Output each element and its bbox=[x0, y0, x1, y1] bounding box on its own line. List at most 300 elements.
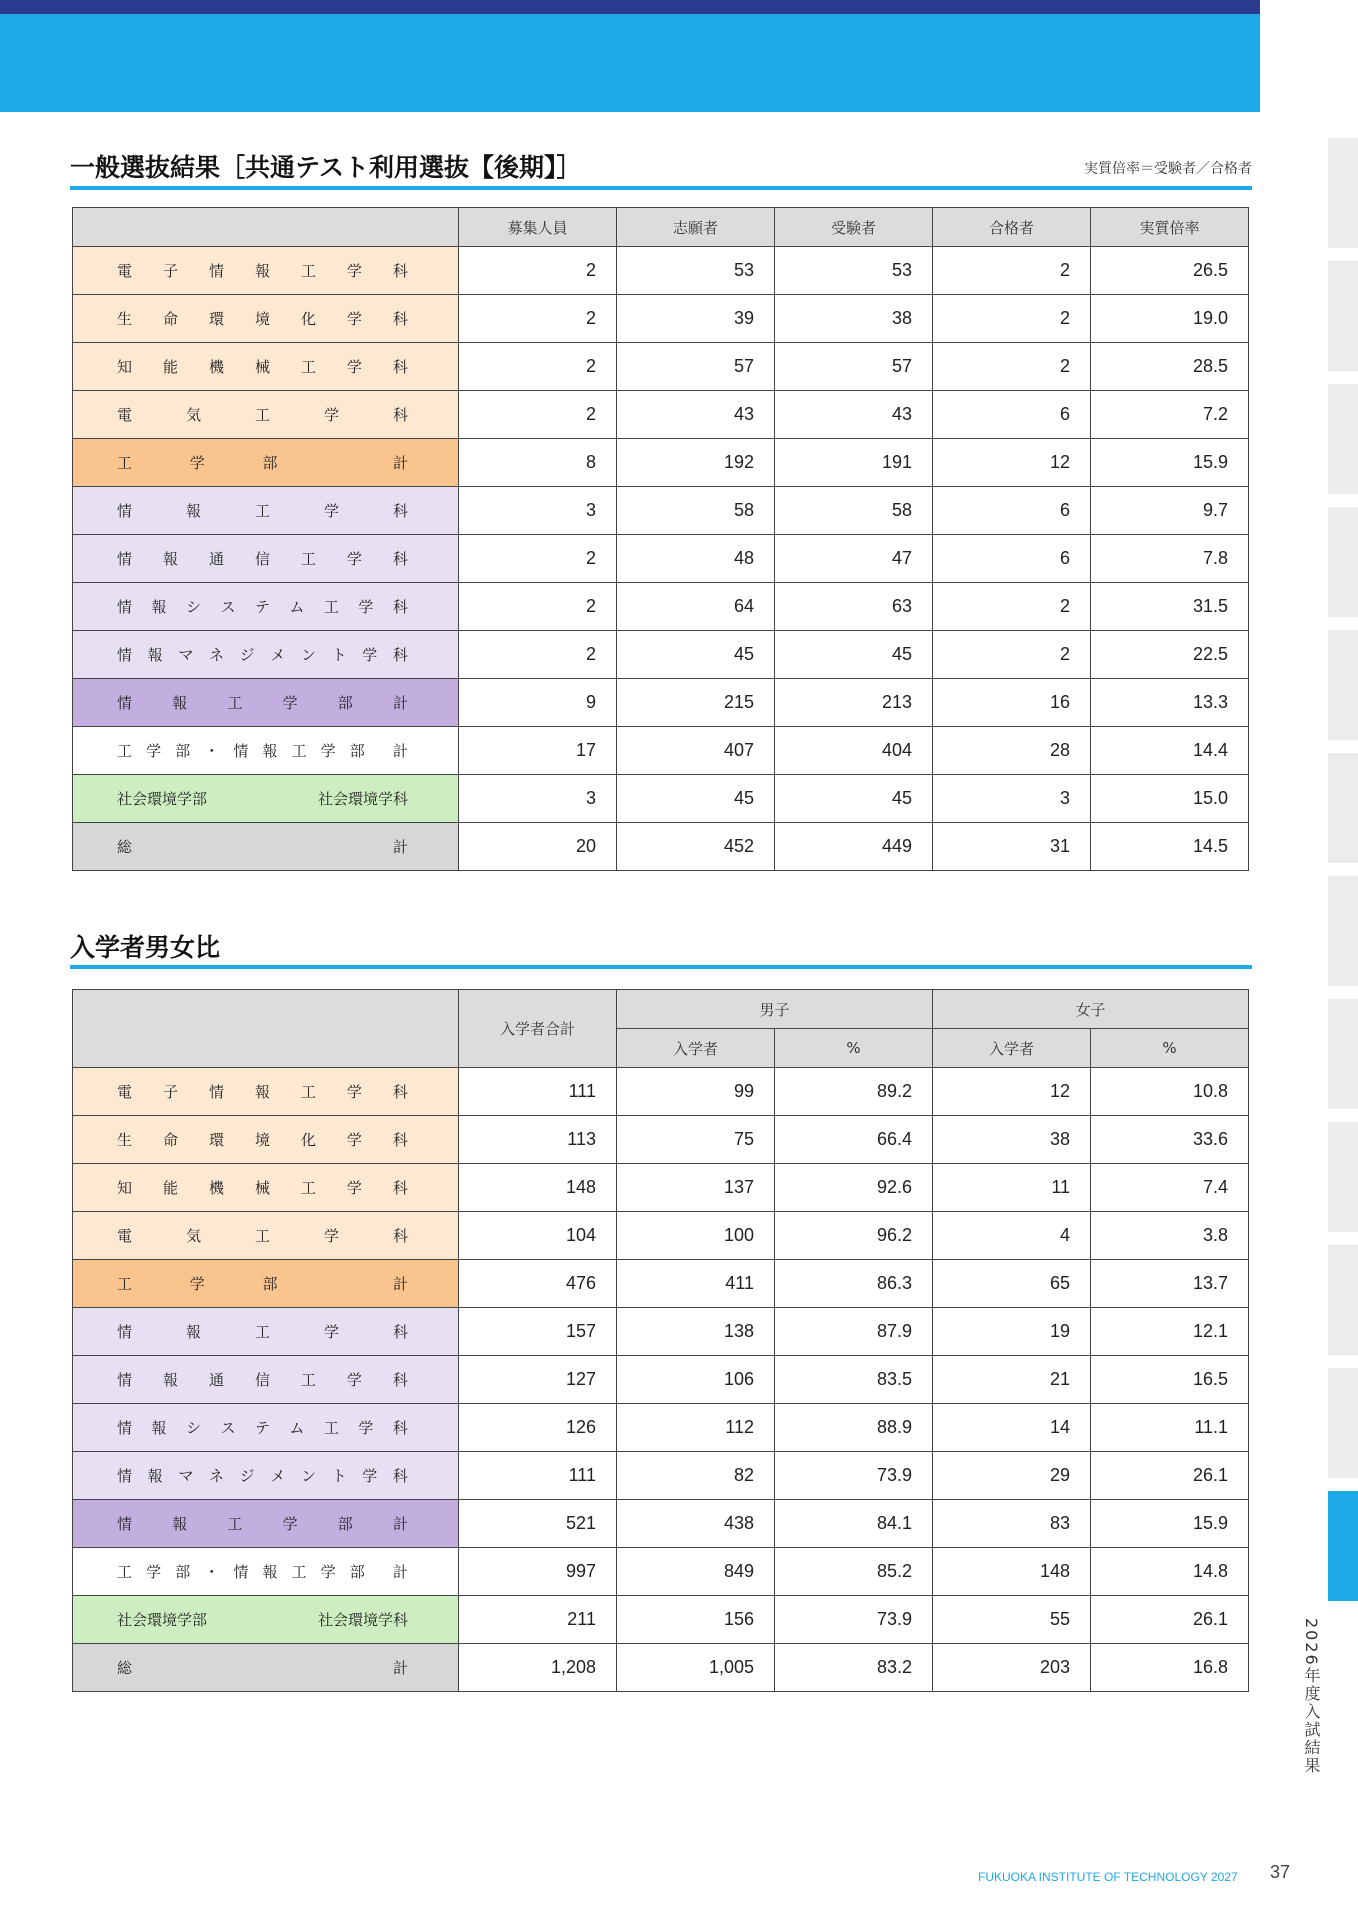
side-tab-active bbox=[1328, 1491, 1358, 1601]
value-cell: 2 bbox=[459, 247, 617, 295]
row-label-part: 計 bbox=[392, 742, 408, 760]
header-bar-dark bbox=[0, 0, 1260, 14]
value-cell: 7.2 bbox=[1091, 391, 1249, 439]
row-label-part: 情 bbox=[117, 550, 133, 568]
table-row bbox=[73, 727, 1249, 775]
row-label-part: 情 bbox=[117, 598, 133, 616]
row-label-part: 報 bbox=[162, 1371, 178, 1389]
row-label-part: 工 bbox=[227, 1515, 243, 1533]
value-cell: 2 bbox=[933, 583, 1091, 631]
row-label-part: 能 bbox=[162, 1179, 178, 1197]
value-cell: 86.3 bbox=[775, 1260, 933, 1308]
table-row bbox=[73, 1164, 1249, 1212]
row-label-part: 学 bbox=[146, 742, 162, 760]
value-cell: 2 bbox=[459, 391, 617, 439]
row-label-part: 機 bbox=[208, 1179, 224, 1197]
value-cell: 148 bbox=[459, 1164, 617, 1212]
row-label-part: 科 bbox=[392, 310, 408, 328]
row-label-part: メ bbox=[270, 646, 286, 664]
value-cell: 13.7 bbox=[1091, 1260, 1249, 1308]
row-label-part: 学 bbox=[189, 454, 205, 472]
row-label-part: 電 bbox=[117, 1227, 133, 1245]
row-label-part: 環 bbox=[208, 310, 224, 328]
value-cell: 7.8 bbox=[1091, 535, 1249, 583]
value-cell: 521 bbox=[459, 1500, 617, 1548]
value-cell: 83.2 bbox=[775, 1644, 933, 1692]
row-label-part: シ bbox=[185, 598, 201, 616]
value-cell: 83 bbox=[933, 1500, 1091, 1548]
value-cell: 26.1 bbox=[1091, 1452, 1249, 1500]
value-cell: 45 bbox=[775, 775, 933, 823]
value-cell: 16.5 bbox=[1091, 1356, 1249, 1404]
row-label-part: 報 bbox=[185, 502, 201, 520]
row-label-part: 学 bbox=[362, 646, 378, 664]
value-cell: 38 bbox=[933, 1116, 1091, 1164]
row-label-part: マ bbox=[178, 646, 194, 664]
value-cell: 14.4 bbox=[1091, 727, 1249, 775]
value-cell: 156 bbox=[617, 1596, 775, 1644]
header-female-pct: % bbox=[1091, 1029, 1249, 1068]
row-label-part: 情 bbox=[117, 1515, 133, 1533]
value-cell: 15.9 bbox=[1091, 439, 1249, 487]
value-cell: 28.5 bbox=[1091, 343, 1249, 391]
row-label-part: 情 bbox=[117, 1467, 133, 1485]
row-label-part: 工 bbox=[254, 1227, 270, 1245]
row-label-part: 学 bbox=[323, 1227, 339, 1245]
row-label-part: 情 bbox=[233, 742, 249, 760]
row-label-part: 学 bbox=[146, 1563, 162, 1581]
value-cell: 112 bbox=[617, 1404, 775, 1452]
row-label-part: 情 bbox=[208, 1083, 224, 1101]
row-label-part: 部 bbox=[337, 1515, 353, 1533]
row-label-part: 情 bbox=[117, 1371, 133, 1389]
row-label-part: 機 bbox=[208, 358, 224, 376]
row-label bbox=[73, 247, 459, 295]
table-row bbox=[73, 1452, 1249, 1500]
side-tab bbox=[1328, 1122, 1358, 1232]
row-label-part: ト bbox=[331, 646, 347, 664]
row-label-part: 情 bbox=[117, 502, 133, 520]
value-cell: 14 bbox=[933, 1404, 1091, 1452]
value-cell: 96.2 bbox=[775, 1212, 933, 1260]
value-cell: 48 bbox=[617, 535, 775, 583]
row-label bbox=[73, 487, 459, 535]
row-label-part: 工 bbox=[300, 1083, 316, 1101]
row-label-part: ・ bbox=[204, 742, 220, 760]
row-label-part: 工 bbox=[254, 1323, 270, 1341]
row-label-part: 学 bbox=[346, 550, 362, 568]
row-label-part: 学 bbox=[323, 502, 339, 520]
value-cell: 17 bbox=[459, 727, 617, 775]
value-cell: 14.8 bbox=[1091, 1548, 1249, 1596]
row-label-part: 子 bbox=[162, 262, 178, 280]
header-cell bbox=[73, 990, 459, 1068]
row-label-part: 計 bbox=[392, 694, 408, 712]
value-cell: 20 bbox=[459, 823, 617, 871]
value-cell: 2 bbox=[459, 343, 617, 391]
value-cell: 9 bbox=[459, 679, 617, 727]
value-cell: 137 bbox=[617, 1164, 775, 1212]
value-cell: 157 bbox=[459, 1308, 617, 1356]
value-cell: 11.1 bbox=[1091, 1404, 1249, 1452]
header-cell: 志願者 bbox=[617, 208, 775, 247]
value-cell: 83.5 bbox=[775, 1356, 933, 1404]
row-label-part: ン bbox=[300, 646, 316, 664]
value-cell: 29 bbox=[933, 1452, 1091, 1500]
value-cell: 997 bbox=[459, 1548, 617, 1596]
row-label bbox=[73, 439, 459, 487]
table-row bbox=[73, 391, 1249, 439]
value-cell: 2 bbox=[459, 583, 617, 631]
header-female: 女子 bbox=[933, 990, 1249, 1029]
row-label-part: 科 bbox=[392, 1131, 408, 1149]
row-label-part: 工 bbox=[117, 1275, 133, 1293]
row-label-part: 通 bbox=[208, 1371, 224, 1389]
header-cell: 実質倍率 bbox=[1091, 208, 1249, 247]
table-row bbox=[73, 1356, 1249, 1404]
row-label-part: 科 bbox=[392, 1179, 408, 1197]
side-tab bbox=[1328, 384, 1358, 494]
selection-results-table bbox=[72, 207, 1249, 871]
row-label-part: 計 bbox=[392, 838, 408, 856]
row-label-part: 化 bbox=[300, 1131, 316, 1149]
section1-rule bbox=[70, 186, 1252, 190]
value-cell: 111 bbox=[459, 1068, 617, 1116]
row-label bbox=[73, 1548, 459, 1596]
row-label bbox=[73, 727, 459, 775]
value-cell: 64 bbox=[617, 583, 775, 631]
side-label: 2026年度入試結果 bbox=[1302, 1618, 1321, 1775]
value-cell: 12.1 bbox=[1091, 1308, 1249, 1356]
row-label bbox=[73, 1164, 459, 1212]
table-row bbox=[73, 295, 1249, 343]
row-label-part: 報 bbox=[254, 262, 270, 280]
row-label-part: 社会環境学部 bbox=[117, 1611, 208, 1629]
row-label-part: 工 bbox=[300, 358, 316, 376]
row-label bbox=[73, 1596, 459, 1644]
value-cell: 45 bbox=[617, 631, 775, 679]
value-cell: 43 bbox=[617, 391, 775, 439]
row-label bbox=[73, 1260, 459, 1308]
row-label-part: 部 bbox=[175, 742, 191, 760]
row-label-part: 科 bbox=[392, 358, 408, 376]
row-label bbox=[73, 535, 459, 583]
row-label-part: 社会環境学科 bbox=[317, 1611, 408, 1629]
value-cell: 9.7 bbox=[1091, 487, 1249, 535]
row-label-part: ン bbox=[300, 1467, 316, 1485]
value-cell: 63 bbox=[775, 583, 933, 631]
row-label-part: 電 bbox=[117, 406, 133, 424]
row-label-part: 学 bbox=[346, 1083, 362, 1101]
table-row bbox=[73, 1404, 1249, 1452]
row-label-part: 学 bbox=[346, 358, 362, 376]
value-cell: 15.9 bbox=[1091, 1500, 1249, 1548]
row-label-part: 計 bbox=[392, 454, 408, 472]
value-cell: 92.6 bbox=[775, 1164, 933, 1212]
row-label-part: 命 bbox=[162, 1131, 178, 1149]
row-label-part: 報 bbox=[172, 694, 188, 712]
row-label-part: ・ bbox=[204, 1563, 220, 1581]
row-label-part: 報 bbox=[147, 646, 163, 664]
value-cell: 104 bbox=[459, 1212, 617, 1260]
value-cell: 148 bbox=[933, 1548, 1091, 1596]
value-cell: 203 bbox=[933, 1644, 1091, 1692]
row-label-part: 工 bbox=[300, 550, 316, 568]
value-cell: 3.8 bbox=[1091, 1212, 1249, 1260]
row-label-part: 総 bbox=[117, 1659, 133, 1677]
row-label-part: 電 bbox=[117, 1083, 133, 1101]
row-label-part: ス bbox=[220, 1419, 236, 1437]
value-cell: 14.5 bbox=[1091, 823, 1249, 871]
row-label-part: 知 bbox=[117, 358, 133, 376]
header-male: 男子 bbox=[617, 990, 933, 1029]
table-row bbox=[73, 775, 1249, 823]
row-label-part: 能 bbox=[162, 358, 178, 376]
row-label-part: 工 bbox=[323, 598, 339, 616]
value-cell: 3 bbox=[933, 775, 1091, 823]
row-label-part: 気 bbox=[185, 1227, 201, 1245]
value-cell: 404 bbox=[775, 727, 933, 775]
table-row bbox=[73, 583, 1249, 631]
value-cell: 53 bbox=[617, 247, 775, 295]
row-label-part: 工 bbox=[254, 406, 270, 424]
row-label-part: 報 bbox=[151, 1419, 167, 1437]
value-cell: 411 bbox=[617, 1260, 775, 1308]
row-label-part: 知 bbox=[117, 1179, 133, 1197]
row-label-part: 情 bbox=[117, 646, 133, 664]
side-tab bbox=[1328, 138, 1358, 248]
value-cell: 88.9 bbox=[775, 1404, 933, 1452]
row-label-part: 気 bbox=[185, 406, 201, 424]
value-cell: 26.5 bbox=[1091, 247, 1249, 295]
row-label bbox=[73, 1356, 459, 1404]
row-label-part: ジ bbox=[239, 1467, 255, 1485]
section2-rule bbox=[70, 965, 1252, 969]
row-label-part: 情 bbox=[117, 1323, 133, 1341]
row-label-part: ネ bbox=[208, 1467, 224, 1485]
value-cell: 87.9 bbox=[775, 1308, 933, 1356]
value-cell: 57 bbox=[617, 343, 775, 391]
table-row bbox=[73, 1116, 1249, 1164]
value-cell: 213 bbox=[775, 679, 933, 727]
table-header-row bbox=[73, 990, 1249, 1029]
row-label-part: 計 bbox=[392, 1659, 408, 1677]
row-label-part: ス bbox=[220, 598, 236, 616]
value-cell: 2 bbox=[459, 535, 617, 583]
row-label-part: 計 bbox=[392, 1515, 408, 1533]
value-cell: 11 bbox=[933, 1164, 1091, 1212]
row-label-part: ム bbox=[289, 1419, 305, 1437]
value-cell: 85.2 bbox=[775, 1548, 933, 1596]
row-label bbox=[73, 1068, 459, 1116]
value-cell: 2 bbox=[459, 631, 617, 679]
value-cell: 19.0 bbox=[1091, 295, 1249, 343]
row-label-part: テ bbox=[254, 598, 270, 616]
value-cell: 21 bbox=[933, 1356, 1091, 1404]
row-label-part: 学 bbox=[346, 262, 362, 280]
value-cell: 89.2 bbox=[775, 1068, 933, 1116]
value-cell: 3 bbox=[459, 775, 617, 823]
table-row bbox=[73, 1068, 1249, 1116]
row-label-part: 部 bbox=[175, 1563, 191, 1581]
row-label-part: 工 bbox=[300, 262, 316, 280]
header-band bbox=[0, 14, 1260, 112]
value-cell: 407 bbox=[617, 727, 775, 775]
value-cell: 138 bbox=[617, 1308, 775, 1356]
row-label-part: 科 bbox=[392, 1371, 408, 1389]
header-cell bbox=[73, 208, 459, 247]
value-cell: 452 bbox=[617, 823, 775, 871]
value-cell: 13.3 bbox=[1091, 679, 1249, 727]
row-label-part: 報 bbox=[151, 598, 167, 616]
value-cell: 19 bbox=[933, 1308, 1091, 1356]
row-label-part: 報 bbox=[185, 1323, 201, 1341]
value-cell: 16.8 bbox=[1091, 1644, 1249, 1692]
row-label-part: テ bbox=[254, 1419, 270, 1437]
side-tab bbox=[1328, 261, 1358, 371]
row-label-part: 学 bbox=[358, 1419, 374, 1437]
row-label-part: 情 bbox=[208, 262, 224, 280]
value-cell: 4 bbox=[933, 1212, 1091, 1260]
row-label bbox=[73, 295, 459, 343]
value-cell: 2 bbox=[933, 247, 1091, 295]
row-label-part: メ bbox=[270, 1467, 286, 1485]
value-cell: 2 bbox=[459, 295, 617, 343]
row-label-part: マ bbox=[178, 1467, 194, 1485]
row-label-part: 社会環境学部 bbox=[117, 790, 208, 808]
value-cell: 191 bbox=[775, 439, 933, 487]
value-cell: 31 bbox=[933, 823, 1091, 871]
header-cell: 募集人員 bbox=[459, 208, 617, 247]
header-cell: 合格者 bbox=[933, 208, 1091, 247]
value-cell: 75 bbox=[617, 1116, 775, 1164]
row-label-part: 工 bbox=[300, 1179, 316, 1197]
value-cell: 6 bbox=[933, 487, 1091, 535]
row-label-part: 工 bbox=[117, 742, 133, 760]
row-label-part: 報 bbox=[262, 742, 278, 760]
value-cell: 99 bbox=[617, 1068, 775, 1116]
row-label-part: 生 bbox=[117, 1131, 133, 1149]
row-label-part: 工 bbox=[291, 742, 307, 760]
row-label-part: 科 bbox=[392, 262, 408, 280]
value-cell: 45 bbox=[617, 775, 775, 823]
table-row bbox=[73, 535, 1249, 583]
value-cell: 38 bbox=[775, 295, 933, 343]
row-label-part: 工 bbox=[117, 1563, 133, 1581]
value-cell: 476 bbox=[459, 1260, 617, 1308]
row-label-part: 部 bbox=[349, 742, 365, 760]
side-tab bbox=[1328, 1245, 1358, 1355]
value-cell: 22.5 bbox=[1091, 631, 1249, 679]
value-cell: 100 bbox=[617, 1212, 775, 1260]
value-cell: 192 bbox=[617, 439, 775, 487]
value-cell: 39 bbox=[617, 295, 775, 343]
row-label-part: 子 bbox=[162, 1083, 178, 1101]
page-number: 37 bbox=[1270, 1862, 1291, 1882]
row-label bbox=[73, 679, 459, 727]
row-label-part: シ bbox=[185, 1419, 201, 1437]
footer-text: FUKUOKA INSTITUTE OF TECHNOLOGY 2027 bbox=[978, 1870, 1238, 1884]
table-row bbox=[73, 1548, 1249, 1596]
value-cell: 28 bbox=[933, 727, 1091, 775]
table-row bbox=[73, 631, 1249, 679]
table-row bbox=[73, 1260, 1249, 1308]
value-cell: 2 bbox=[933, 295, 1091, 343]
value-cell: 2 bbox=[933, 343, 1091, 391]
row-label-part: 科 bbox=[392, 406, 408, 424]
row-label-part: 境 bbox=[254, 1131, 270, 1149]
row-label-part: 科 bbox=[392, 1227, 408, 1245]
value-cell: 47 bbox=[775, 535, 933, 583]
row-label bbox=[73, 823, 459, 871]
row-label-part: ジ bbox=[239, 646, 255, 664]
value-cell: 849 bbox=[617, 1548, 775, 1596]
value-cell: 10.8 bbox=[1091, 1068, 1249, 1116]
side-tab bbox=[1328, 753, 1358, 863]
row-label-part: 環 bbox=[208, 1131, 224, 1149]
row-label-part: 学 bbox=[282, 694, 298, 712]
row-label-part: 学 bbox=[346, 1131, 362, 1149]
value-cell: 84.1 bbox=[775, 1500, 933, 1548]
row-label-part: 学 bbox=[189, 1275, 205, 1293]
value-cell: 2 bbox=[933, 631, 1091, 679]
row-label-part: 科 bbox=[392, 1083, 408, 1101]
value-cell: 65 bbox=[933, 1260, 1091, 1308]
row-label-part: 工 bbox=[254, 502, 270, 520]
value-cell: 31.5 bbox=[1091, 583, 1249, 631]
value-cell: 73.9 bbox=[775, 1452, 933, 1500]
row-label-part: 信 bbox=[254, 1371, 270, 1389]
row-label-part: 生 bbox=[117, 310, 133, 328]
row-label-part: 報 bbox=[254, 1083, 270, 1101]
value-cell: 82 bbox=[617, 1452, 775, 1500]
row-label bbox=[73, 1404, 459, 1452]
value-cell: 1,208 bbox=[459, 1644, 617, 1692]
row-label bbox=[73, 343, 459, 391]
value-cell: 73.9 bbox=[775, 1596, 933, 1644]
row-label-part: 総 bbox=[117, 838, 133, 856]
side-index-tabs bbox=[1328, 138, 1358, 1614]
row-label-part: 学 bbox=[282, 1515, 298, 1533]
row-label-part: 科 bbox=[392, 646, 408, 664]
value-cell: 3 bbox=[459, 487, 617, 535]
side-tab bbox=[1328, 876, 1358, 986]
value-cell: 43 bbox=[775, 391, 933, 439]
row-label-part: 報 bbox=[147, 1467, 163, 1485]
value-cell: 6 bbox=[933, 535, 1091, 583]
row-label-part: 学 bbox=[323, 406, 339, 424]
row-label bbox=[73, 1644, 459, 1692]
header-total: 入学者合計 bbox=[459, 990, 617, 1068]
side-tab bbox=[1328, 507, 1358, 617]
table-row bbox=[73, 1212, 1249, 1260]
row-label bbox=[73, 583, 459, 631]
row-label bbox=[73, 631, 459, 679]
row-label-part: 情 bbox=[117, 1419, 133, 1437]
value-cell: 12 bbox=[933, 439, 1091, 487]
row-label-part: 計 bbox=[392, 1563, 408, 1581]
side-tab bbox=[1328, 630, 1358, 740]
value-cell: 438 bbox=[617, 1500, 775, 1548]
row-label-part: 報 bbox=[172, 1515, 188, 1533]
value-cell: 66.4 bbox=[775, 1116, 933, 1164]
value-cell: 8 bbox=[459, 439, 617, 487]
value-cell: 215 bbox=[617, 679, 775, 727]
side-tab bbox=[1328, 1368, 1358, 1478]
row-label-part: 工 bbox=[300, 1371, 316, 1389]
row-label bbox=[73, 1452, 459, 1500]
row-label-part: 学 bbox=[320, 1563, 336, 1581]
